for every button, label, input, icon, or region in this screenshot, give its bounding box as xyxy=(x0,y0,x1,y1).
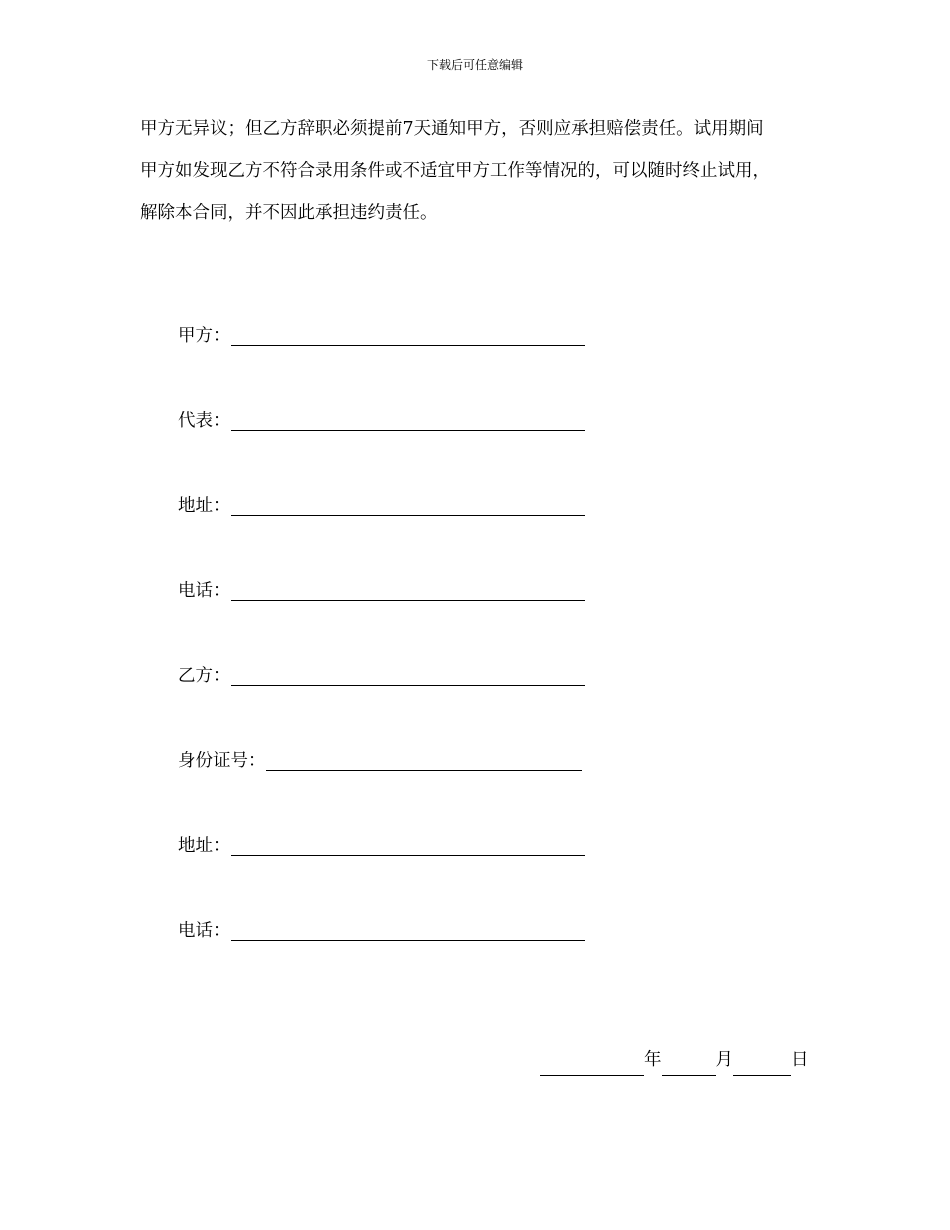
field-party-b xyxy=(178,658,585,743)
paragraph-line: 甲方如发现乙方不符合录用条件或不适宜甲方工作等情况的，可以随时终止试用， xyxy=(140,161,770,181)
page-header: 下载后可任意编辑 xyxy=(426,58,523,72)
contract-paragraph xyxy=(140,108,820,234)
year-blank[interactable] xyxy=(540,1051,644,1076)
field-label: 甲方： xyxy=(178,326,231,346)
field-label: 乙方： xyxy=(178,666,231,686)
field-phone-a xyxy=(178,573,585,658)
field-representative xyxy=(178,403,585,488)
field-label: 身份证号： xyxy=(178,751,266,771)
paragraph-line: 解除本合同，并不因此承担违约责任。 xyxy=(140,203,438,223)
field-label: 地址： xyxy=(178,496,231,516)
field-blank-line[interactable] xyxy=(231,488,585,516)
field-blank-line[interactable] xyxy=(231,403,585,431)
field-phone-b xyxy=(178,913,585,998)
field-id-number xyxy=(178,743,585,828)
day-label: 日 xyxy=(791,1050,809,1070)
signing-date xyxy=(540,1044,809,1076)
field-label: 电话： xyxy=(178,581,231,601)
field-label: 代表： xyxy=(178,411,231,431)
month-blank[interactable] xyxy=(662,1051,716,1076)
field-address-a xyxy=(178,488,585,573)
signature-fields xyxy=(178,318,585,998)
field-label: 电话： xyxy=(178,921,231,941)
field-blank-line[interactable] xyxy=(231,573,585,601)
field-blank-line[interactable] xyxy=(231,658,585,686)
year-label: 年 xyxy=(644,1050,662,1070)
paragraph-line: 甲方无异议；但乙方辞职必须提前7天通知甲方，否则应承担赔偿责任。试用期间 xyxy=(140,119,764,139)
field-label: 地址： xyxy=(178,836,231,856)
field-party-a xyxy=(178,318,585,403)
month-label: 月 xyxy=(715,1050,733,1070)
field-blank-line[interactable] xyxy=(266,743,582,771)
field-address-b xyxy=(178,828,585,913)
field-blank-line[interactable] xyxy=(231,318,585,346)
day-blank[interactable] xyxy=(733,1051,791,1076)
field-blank-line[interactable] xyxy=(231,913,585,941)
field-blank-line[interactable] xyxy=(231,828,585,856)
